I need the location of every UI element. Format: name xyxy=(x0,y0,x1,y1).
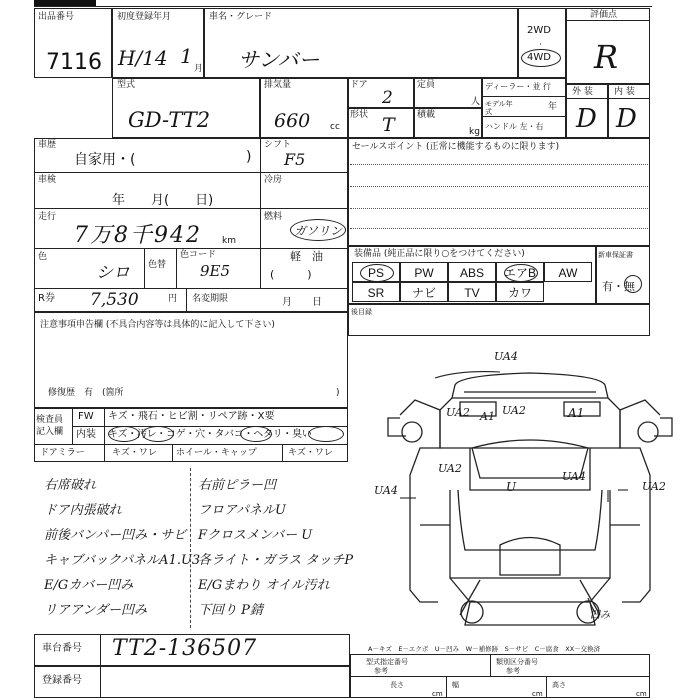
color-change-label: 色替 xyxy=(148,260,167,270)
mirror-label: ドアミラー xyxy=(40,448,85,458)
color-label: 色 xyxy=(38,252,48,262)
interior-mark-4 xyxy=(308,426,344,442)
recycle-label: R券 xyxy=(38,293,55,304)
capacity-unit: 人 xyxy=(471,97,481,107)
exterior-value: D xyxy=(576,104,597,134)
new-car-value: 有・無 xyxy=(602,280,635,293)
interior-mark-3 xyxy=(240,426,272,442)
note-left-line: E/Gカバー凹み xyxy=(44,578,134,593)
sales-dotline-3 xyxy=(350,208,648,209)
height-cm: cm xyxy=(636,690,647,698)
history-close: ) xyxy=(246,149,252,165)
mileage-label: 走行 xyxy=(38,212,57,222)
drive-box xyxy=(518,8,566,78)
wheel-label: ホイール・キャップ xyxy=(176,448,257,458)
sales-dotline-1 xyxy=(350,164,648,165)
mirror-options: キズ・ワレ xyxy=(112,448,157,458)
bed xyxy=(450,490,610,578)
mark-front: UA4 xyxy=(494,350,518,363)
cab xyxy=(470,448,590,490)
recycle-col-line xyxy=(186,288,187,312)
front-bumper xyxy=(452,373,608,398)
first-reg-month: 1 xyxy=(180,44,193,68)
ref-1: 参考 xyxy=(374,667,388,675)
shift-label: シフト xyxy=(264,140,292,150)
name-limit-fields: 月 日 xyxy=(282,297,322,308)
dealer-label: ディーラー・並 行 xyxy=(485,82,551,91)
sales-point-box xyxy=(348,138,650,246)
mirror-col-3 xyxy=(282,444,283,462)
fuel-paren: ( ) xyxy=(270,268,312,281)
color-col-line-3 xyxy=(260,248,261,288)
mileage-unit: km xyxy=(222,236,236,246)
month-unit: 月 xyxy=(194,64,204,74)
left-side xyxy=(400,400,440,602)
model-label: 型式 xyxy=(117,80,136,90)
lot-number: 7116 xyxy=(46,50,102,75)
color-code-label: 色コード xyxy=(180,250,217,260)
drive-dot: · xyxy=(539,40,542,50)
caution-label: 注意事項申告欄 (不具合内容等は具体的に記入して下さい) xyxy=(40,320,275,330)
model-value: GD-TT2 xyxy=(128,108,211,132)
equipment-item: SR xyxy=(352,282,400,302)
note-left-line: 前後バンパー凹み・サビ xyxy=(44,528,187,543)
equipment-item: PW xyxy=(400,262,448,282)
mark-top-right: UA2 xyxy=(502,404,526,417)
fuel-circle xyxy=(290,219,346,241)
lot-label: 出品番号 xyxy=(38,12,75,22)
drive-2wd: 2WD xyxy=(527,25,551,36)
history-value: 自家用・( xyxy=(74,152,136,168)
spec-col xyxy=(490,654,491,676)
length-label: 長さ xyxy=(390,681,404,689)
note-right-line: E/Gまわり オイル汚れ xyxy=(198,578,330,593)
note-left-line: リアアンダー凹み xyxy=(44,603,147,618)
mark-mid: UA2 xyxy=(438,462,462,475)
chassis-value: TT2-136507 xyxy=(112,636,258,661)
underbody-left xyxy=(460,580,480,615)
fw-label: FW xyxy=(78,411,94,422)
dim-col-1 xyxy=(446,676,447,698)
car-name: サンバー xyxy=(238,48,320,72)
right-side xyxy=(620,400,660,602)
equipment-item: AW xyxy=(544,262,592,282)
row-line-1 xyxy=(34,172,348,173)
mirror-col-1 xyxy=(104,444,105,462)
inspector-title: 検査員記入欄 xyxy=(36,415,64,437)
exterior-label: 外 装 xyxy=(572,87,593,97)
load-label: 積載 xyxy=(417,110,436,120)
wheel-rear-left xyxy=(461,601,483,623)
damage-legend: A－キズ E－エクボ U－凹み W－補修跡 S－サビ C－腐食 XX－交換済 xyxy=(368,645,601,653)
height-label: 高さ xyxy=(552,681,566,689)
width-label: 幅 xyxy=(452,681,459,689)
interior-value: D xyxy=(616,104,637,134)
interior-row-options: キズ・汚レ・コゲ・穴・タバコ・ヘタリ・臭い xyxy=(108,429,312,440)
new-car-circle xyxy=(624,275,642,293)
note-left-line: 右席破れ xyxy=(44,478,97,493)
color-col-line-2 xyxy=(176,248,177,288)
equipment-item: ナビ xyxy=(400,282,448,302)
model-year-label: モデル年式 xyxy=(485,100,513,116)
fuel-label: 燃料 xyxy=(264,212,283,222)
recycle-unit: 円 xyxy=(168,294,178,304)
top-border xyxy=(34,6,652,7)
door-value: 2 xyxy=(382,88,393,108)
equipment-circle xyxy=(360,264,394,282)
capacity-label: 定員 xyxy=(417,80,436,90)
handle-label: ハンドル 左・右 xyxy=(485,122,544,131)
recycle-value: 7,530 xyxy=(90,290,139,310)
reg-label: 登録番号 xyxy=(42,675,82,686)
model-year-line xyxy=(482,116,566,117)
row-line-2 xyxy=(34,208,348,209)
note-left-line: ドア内張破れ xyxy=(44,503,122,518)
note-right-line: 下回り P錆 xyxy=(198,603,263,618)
mark-top-center: A1 xyxy=(480,410,495,423)
equipment-title: 装備品 (純正品に限り○をつけてください) xyxy=(354,249,525,259)
car-name-label: 車名・グレード xyxy=(209,12,273,22)
post-box xyxy=(348,304,650,336)
displacement-unit: cc xyxy=(330,122,340,132)
inspector-row-2 xyxy=(34,444,348,445)
mirror-col-2 xyxy=(172,444,173,462)
mark-right-side: UA4 xyxy=(562,470,586,483)
car-damage-diagram xyxy=(360,340,690,640)
sales-dotline-2 xyxy=(350,186,648,187)
equipment-item: TV xyxy=(448,282,496,302)
ref-2: 参考 xyxy=(506,667,520,675)
ext-int-line xyxy=(566,98,650,99)
repair-label: 修復歴 有 (箇所 xyxy=(48,388,124,398)
rating-value: R xyxy=(594,38,619,76)
color-code-value: 9E5 xyxy=(200,262,231,280)
rating-label: 評価点 xyxy=(590,10,618,20)
new-car-label: 新車保証書 xyxy=(598,251,633,259)
mark-bottom-right: 凹み xyxy=(590,610,610,621)
rear-window xyxy=(500,538,560,576)
category-number-label: 類別区分番号 xyxy=(496,658,538,666)
note-right-line: Fクロスメンバー U xyxy=(198,528,313,543)
shift-value: F5 xyxy=(284,150,306,169)
note-left-line: キャブバックパネルA1.U3 xyxy=(44,553,201,568)
dim-col-2 xyxy=(546,676,547,698)
fw-options: キズ・飛石・ヒビ割・リペア跡・X要 xyxy=(108,411,275,422)
displacement-value: 660 xyxy=(274,110,311,132)
rear-bumper xyxy=(465,602,595,625)
wheel-front-left xyxy=(402,422,422,442)
note-right-line: 右前ピラー凹 xyxy=(198,478,277,493)
equipment-item: エアB xyxy=(496,262,544,282)
type-designation-label: 型式指定番号 xyxy=(366,658,408,666)
interior-mark-1 xyxy=(108,426,140,442)
equipment-item: ABS xyxy=(448,262,496,282)
length-cm: cm xyxy=(432,690,443,698)
history-label: 車歴 xyxy=(38,140,57,150)
wheel-options: キズ・ワレ xyxy=(288,448,333,458)
displacement-label: 排気量 xyxy=(264,80,292,90)
fuel-light-oil: 軽 油 xyxy=(290,250,323,263)
sales-point-label: セールスポイント (正常に機能するものに限ります) xyxy=(352,142,560,152)
ac-label: 冷房 xyxy=(264,175,283,185)
shape-label: 形状 xyxy=(350,110,369,120)
interior-label: 内 装 xyxy=(614,87,635,97)
rating-label-line xyxy=(566,20,650,21)
drive-4wd-circle xyxy=(521,49,561,67)
drive-4wd: 4WD xyxy=(527,52,551,63)
fuel-value: ガソリン xyxy=(294,224,343,238)
color-value: シロ xyxy=(96,263,130,283)
inspector-col-2 xyxy=(104,408,105,444)
equipment-item: PS xyxy=(352,262,400,282)
equipment-item: カワ xyxy=(496,282,544,302)
col-line-a xyxy=(260,138,261,248)
door-label: ドア xyxy=(350,80,368,90)
note-right-line: 各ライト・ガラス タッチP xyxy=(198,553,354,568)
chassis-label: 車台番号 xyxy=(42,643,82,654)
notes-divider xyxy=(190,468,191,628)
shape-value: T xyxy=(382,114,395,136)
mark-left-side: UA4 xyxy=(374,484,398,497)
color-col-line xyxy=(144,248,145,288)
mileage-value: 7万8千942 xyxy=(74,223,202,248)
name-limit-label: 名変期限 xyxy=(192,294,229,304)
inspection-fields: 年 月( 日) xyxy=(112,193,214,208)
width-cm: cm xyxy=(532,690,543,698)
model-year-unit: 年 xyxy=(548,102,558,112)
first-reg-year: H/14 xyxy=(118,46,168,70)
mark-center: U xyxy=(506,480,517,494)
inspection-label: 車検 xyxy=(38,175,57,185)
interior-row-label: 内装 xyxy=(76,429,96,440)
load-unit: kg xyxy=(469,127,480,137)
sales-dotline-4 xyxy=(350,228,648,229)
bed-inner xyxy=(458,490,602,550)
interior-mark-2 xyxy=(142,426,174,442)
spec-row xyxy=(350,676,650,677)
mark-top-left: UA2 xyxy=(446,406,470,419)
row-line-4 xyxy=(34,288,348,289)
mark-right-a1: A1 xyxy=(568,406,585,420)
equipment-circle xyxy=(504,264,538,282)
wheel-front-right xyxy=(638,422,658,442)
repair-close: ) xyxy=(336,388,340,398)
note-right-line: フロアパネルU xyxy=(198,503,286,518)
mark-far-right: UA2 xyxy=(642,480,666,493)
post-label: 後目録 xyxy=(351,308,372,316)
dealer-line xyxy=(482,96,566,97)
first-reg-label: 初度登録年月 xyxy=(117,12,172,22)
